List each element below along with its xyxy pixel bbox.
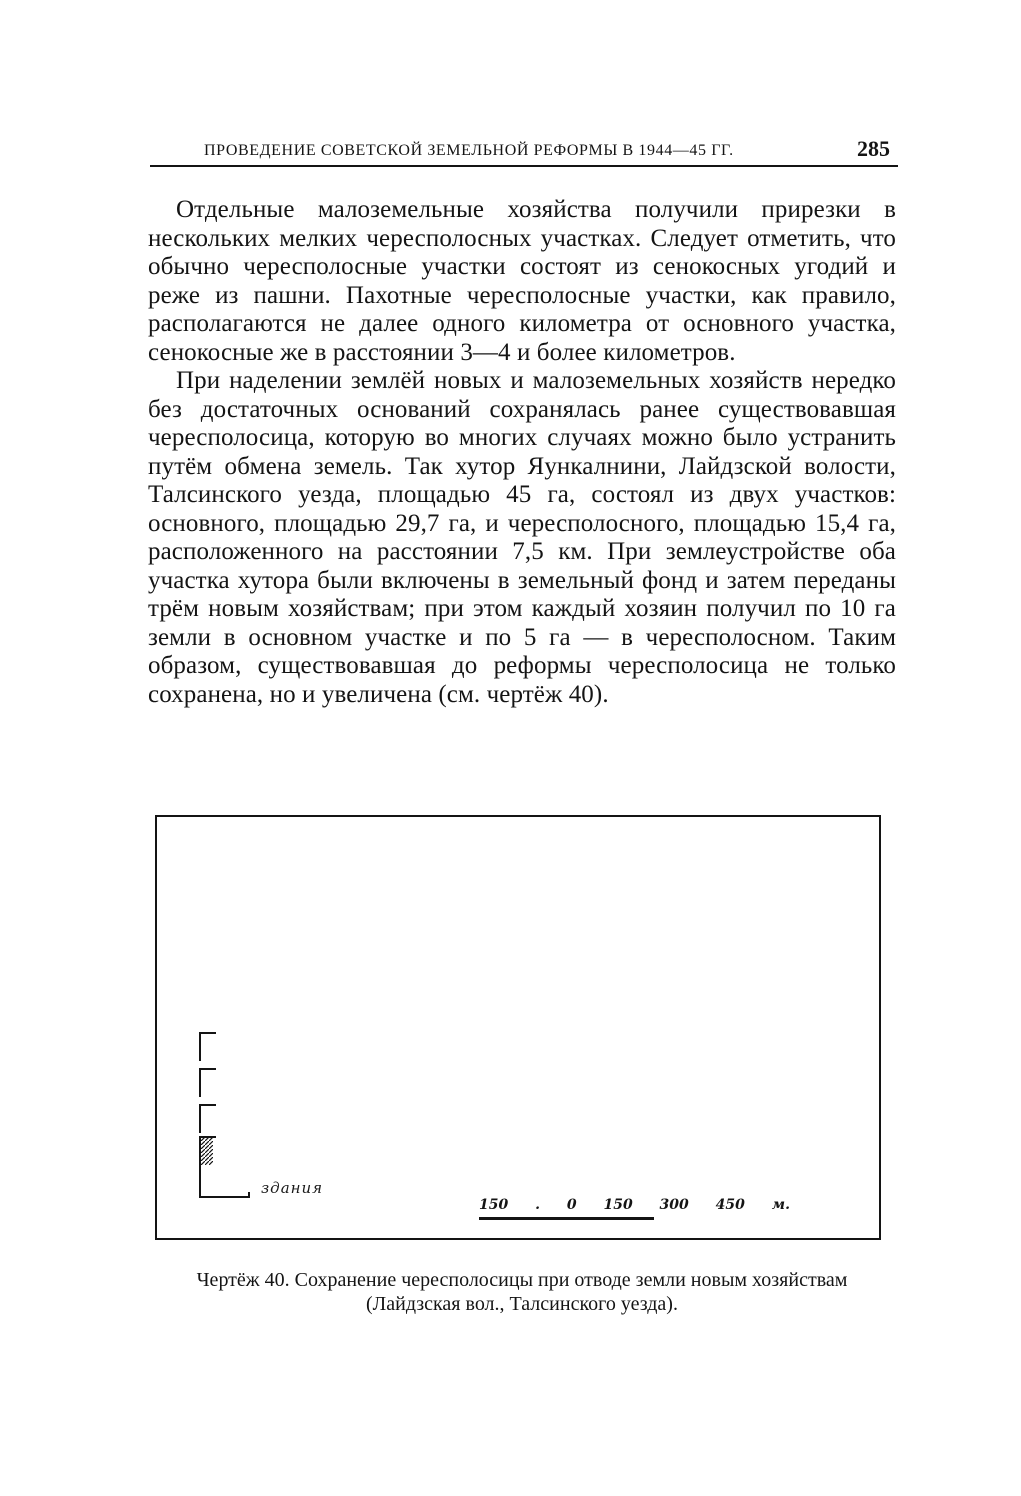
scale-bar [479,1197,790,1227]
paragraph-1: Отдельные малоземельные хозяйства получили прирезки в нескольких мелких чересполосных участках. Следует отметить, что обычно чересполосные участки состоят из сенокосных угодий и реже из пашни. Пахотные чересполосные участки, как правило, располагаются не далее одного километра от основного участка, сенокосные же в расстоянии 3—4 и более километров. [148,196,896,366]
scale-line [479,1217,654,1220]
figure-caption: Чертёж 40. Сохранение чересполосицы при отводе земли новым хозяйствам (Лайдзская вол., Талсинского уезда). [196,1269,848,1315]
scale-labels: 150 . 0 150 300 450 м. [479,1197,790,1213]
legend-boxes [200,1033,249,1197]
body-text [148,196,896,709]
running-header-title: ПРОВЕДЕНИЕ СОВЕТСКОЙ ЗЕМЕЛЬНОЙ РЕФОРМЫ В 1944—45 ГГ. [204,142,734,159]
legend-box-1 [200,1033,216,1061]
page-number: 285 [857,136,890,161]
legend-label: здания [261,1179,324,1197]
paragraph-2: При наделении землёй новых и малоземельных хозяйств нередко без достаточных оснований сохранялась ранее существовавшая чересполосица, которую во многих случаях можно было устранить путём обмена земель. Так хутор Яункалнини, Лайдзской волости, Талсинского уезда, площадью 45 га, состоял из двух участков: основного, площадью 29,7 га, и чересполосного, площадью 15,4 га, расположенного на расстоянии 7,5 км. При землеустройстве оба участка хутора были включены в земельный фонд и затем переданы трём новым хозяйствам; при этом каждый хозяин получил по 10 га земли в основном участке и по 5 га — в чересполосном. Таким образом, существовавшая до реформы чересполосица не только сохранена, но и увеличена (см. чертёж 40). [148,367,896,708]
legend-box-5 [200,1169,249,1197]
legend-box-3 [200,1105,216,1133]
figure-40 [155,815,881,1240]
legend-box-hatched [201,1137,213,1165]
figure-drawing [157,817,879,1238]
header-rule [150,165,898,167]
legend-box-2 [200,1069,216,1097]
running-header [150,132,898,168]
